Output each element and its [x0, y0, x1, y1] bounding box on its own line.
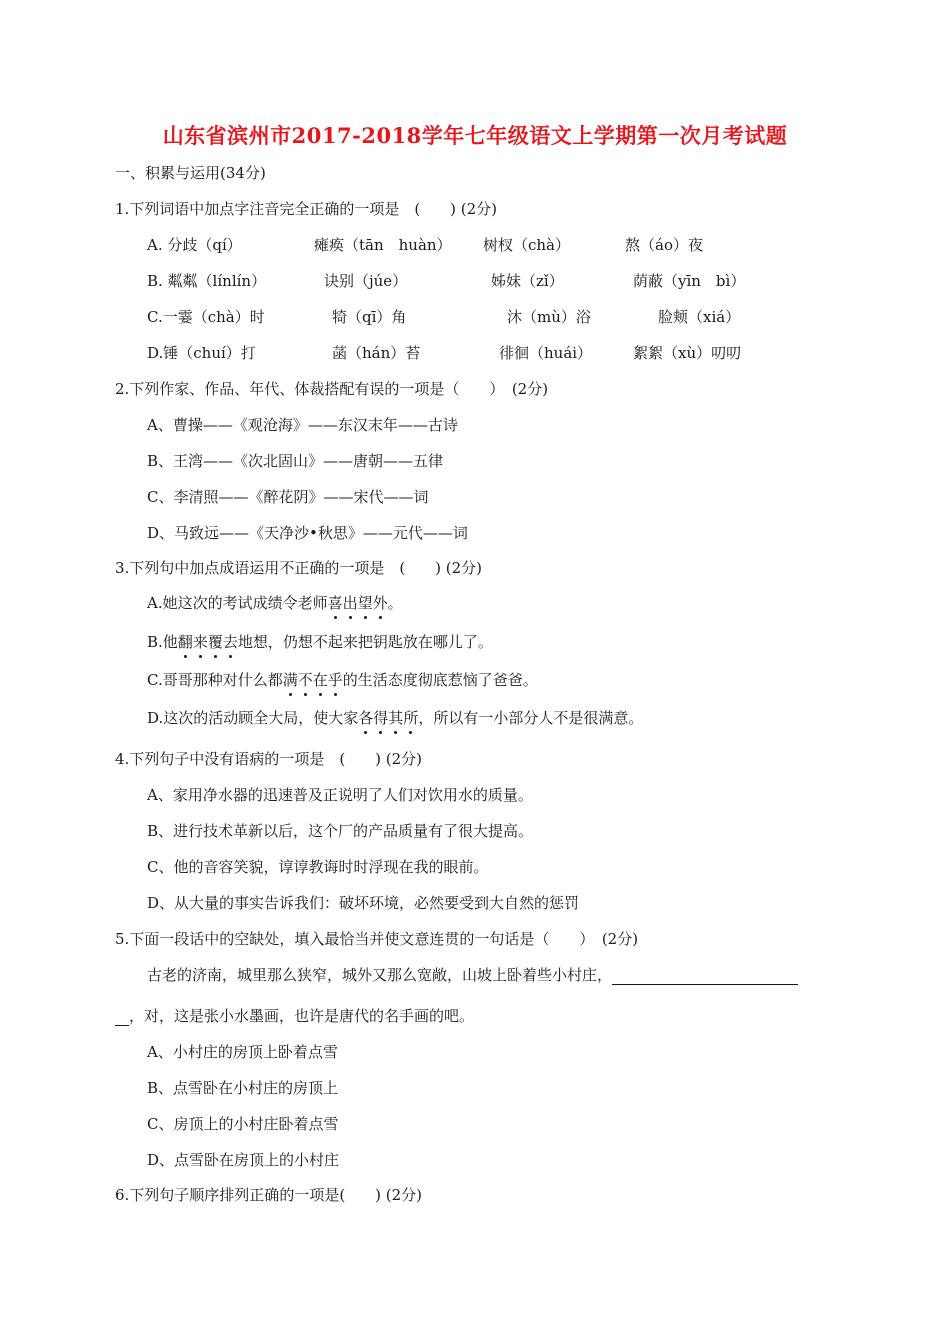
option-cell: 徘徊（huái） — [499, 344, 593, 362]
dotted-char: 所 — [403, 709, 419, 727]
question-4-option-d: D、从大量的事实告诉我们：破坏环境，必然要受到大自然的惩罚 — [147, 894, 580, 912]
option-cell: 沐（mù）浴 — [507, 308, 591, 326]
dotted-char: 满 — [282, 671, 298, 689]
dotted-char: 外 — [372, 594, 388, 612]
option-cell: D.锤（chuí）打 — [147, 344, 256, 362]
option-cell: 熬（áo）夜 — [625, 236, 703, 254]
question-3-option-a: A.她这次的考试成绩令老师喜出望外。 — [147, 594, 403, 612]
question-5-option-d: D、点雪卧在房顶上的小村庄 — [147, 1151, 340, 1169]
dotted-char: 望 — [357, 594, 373, 612]
option-cell: 荫蔽（yīn bì） — [633, 272, 746, 290]
answer-blank[interactable] — [612, 968, 798, 985]
answer-blank-continued — [115, 1009, 129, 1026]
question-3-option-c: C.哥哥那种对什么都满不在乎的生活态度彻底惹恼了爸爸。 — [147, 671, 538, 689]
section-heading: 一、积累与运用(34分) — [115, 164, 266, 182]
question-5-option-c: C、房顶上的小村庄卧着点雪 — [147, 1115, 339, 1133]
dotted-char: 去 — [222, 633, 238, 651]
option-cell: 诀别（júe） — [324, 272, 408, 290]
question-5-passage-line-2: ，对，这是张小水墨画，也许是唐代的名手画的吧。 — [115, 1006, 474, 1026]
option-cell: 瘫痪（tān huàn） — [314, 236, 452, 254]
dotted-char: 乎 — [327, 671, 343, 689]
option-cell: 脸颊（xiá） — [658, 308, 741, 326]
option-cell: 絮絮（xù）叨叨 — [633, 344, 742, 362]
question-5-stem: 5.下面一段话中的空缺处，填入最恰当并使文意连贯的一句话是（ ） (2分) — [115, 930, 639, 948]
dotted-char: 覆 — [207, 633, 223, 651]
question-2-option-c: C、李清照——《醉花阴》——宋代——词 — [147, 488, 429, 506]
question-3-option-d: D.这次的活动顾全大局，使大家各得其所，所以有一小部分人不是很满意。 — [147, 709, 644, 727]
dotted-char: 其 — [388, 709, 404, 727]
question-2-option-b: B、王湾——《次北固山》——唐朝——五律 — [147, 452, 444, 470]
dotted-char: 来 — [192, 633, 208, 651]
option-cell: A. 分歧（qí） — [147, 236, 242, 254]
question-3-stem: 3.下列句中加点成语运用不正确的一项是 ( ) (2分) — [115, 559, 483, 577]
question-5-option-b: B、点雪卧在小村庄的房顶上 — [147, 1079, 339, 1097]
question-4-option-a: A、家用净水器的迅速普及正说明了人们对饮用水的质量。 — [147, 786, 533, 804]
dotted-char: 在 — [312, 671, 328, 689]
dotted-char: 喜 — [327, 594, 343, 612]
option-cell: 姊妹（zǐ） — [491, 272, 564, 290]
option-cell: 树杈（chà） — [483, 236, 571, 254]
question-2-option-d: D、马致远——《天净沙•秋思》——元代——词 — [147, 524, 468, 542]
question-6-stem: 6.下列句子顺序排列正确的一项是( ) (2分) — [115, 1186, 423, 1204]
question-4-option-c: C、他的音容笑貌，谆谆教诲时时浮现在我的眼前。 — [147, 858, 489, 876]
dotted-char: 不 — [297, 671, 313, 689]
question-5-option-a: A、小村庄的房顶上卧着点雪 — [147, 1043, 338, 1061]
option-cell: 犄（qī）角 — [332, 308, 407, 326]
question-2-option-a: A、曹操——《观沧海》——东汉末年——古诗 — [147, 416, 458, 434]
question-4-stem: 4.下列句子中没有语病的一项是 ( ) (2分) — [115, 750, 423, 768]
option-cell: 菡（hán）苔 — [332, 344, 421, 362]
dotted-char: 出 — [342, 594, 358, 612]
question-1-stem: 1.下列词语中加点字注音完全正确的一项是 ( ) (2分) — [115, 200, 498, 218]
option-cell: C.一霎（chà）时 — [147, 308, 265, 326]
dotted-char: 各 — [358, 709, 374, 727]
page-title: 山东省滨州市2017-2018学年七年级语文上学期第一次月考试题 — [162, 123, 788, 148]
question-2-stem: 2.下列作家、作品、年代、体裁搭配有误的一项是（ ） (2分) — [115, 380, 549, 398]
dotted-char: 得 — [373, 709, 389, 727]
question-3-option-b: B.他翻来覆去地想，仍想不起来把钥匙放在哪儿了。 — [147, 633, 493, 651]
question-5-passage-line-1: 古老的济南，城里那么狭窄，城外又那么宽敞，山坡上卧着些小村庄， — [147, 965, 798, 985]
option-cell: B. 粼粼（línlín） — [147, 272, 267, 290]
question-4-option-b: B、进行技术革新以后，这个厂的产品质量有了很大提高。 — [147, 822, 534, 840]
dotted-char: 翻 — [177, 633, 193, 651]
